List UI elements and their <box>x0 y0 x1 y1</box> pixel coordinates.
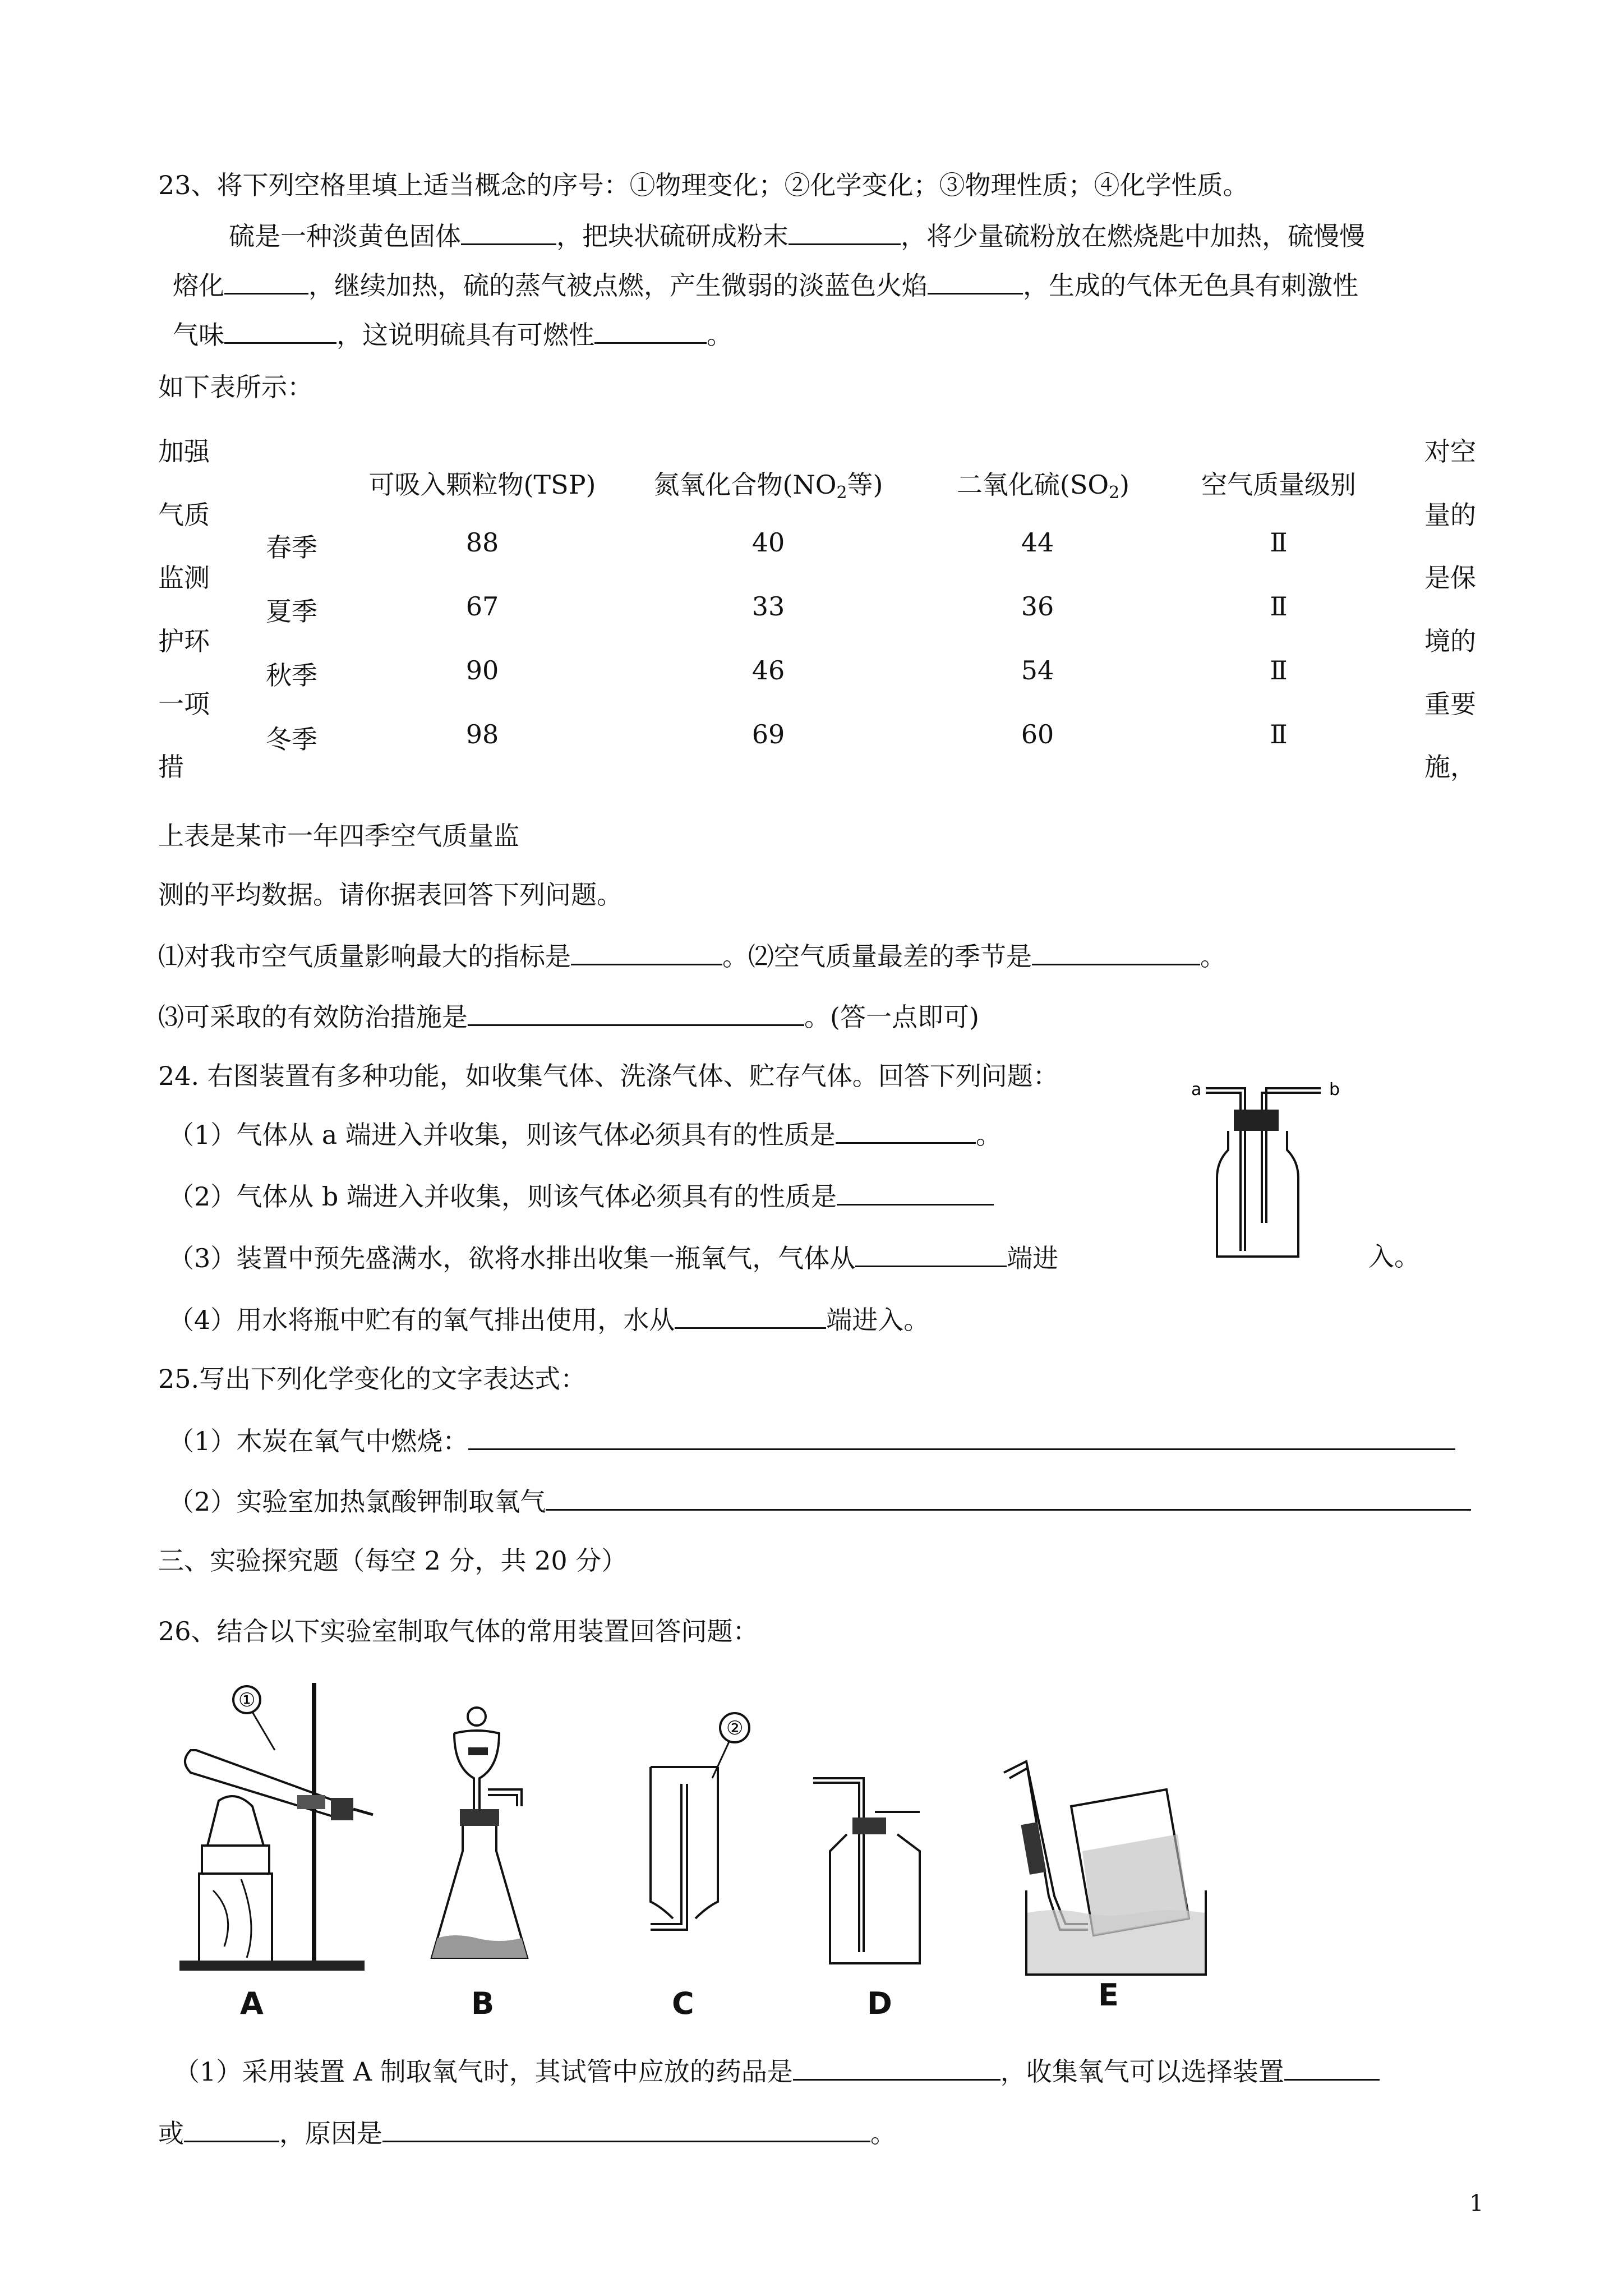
apparatus-c-figure <box>639 1705 763 1986</box>
q26-part1-line2: 或 ，原因是 。 <box>158 2115 896 2150</box>
q26-part1-line1: （1）采用装置 A 制取氧气时，其试管中应放的药品是 ，收集氧气可以选择装置 <box>174 2053 1380 2088</box>
apparatus-label-b: B <box>471 1986 495 2021</box>
table-question-3: ⑶可采取的有效防治措施是 。(答一点即可) <box>158 999 979 1034</box>
q24-title: 24. 右图装置有多种功能，如收集气体、洗涤气体、贮存气体。回答下列问题： <box>158 1061 1059 1091</box>
q25-title: 25.写出下列化学变化的文字表达式： <box>158 1364 587 1394</box>
apparatus-b-figure <box>426 1694 606 1986</box>
table-after-2: 测的平均数据。请你据表回答下列问题。 <box>158 880 623 910</box>
apparatus-label-c: C <box>672 1986 694 2021</box>
apparatus-label-a: A <box>240 1986 264 2021</box>
q23-line3: 气味 ，这说明硫具有可燃性 。 <box>173 316 732 352</box>
q24-part3-end: 入。 <box>1368 1241 1420 1272</box>
label-a: a <box>1191 1080 1202 1099</box>
apparatus-d-figure <box>808 1767 942 1980</box>
table-after-1: 上表是某市一年四季空气质量监 <box>158 821 519 851</box>
q24-part3: （3）装置中预先盛满水，欲将水排出收集一瓶氧气，气体从 端进 <box>168 1240 1058 1275</box>
header-tsp: 可吸入颗粒物(TSP) <box>368 470 596 500</box>
section-3-heading: 三、实验探究题（每空 2 分，共 20 分） <box>158 1545 628 1576</box>
table-intro: 如下表所示： <box>158 372 313 402</box>
apparatus-a-figure <box>168 1677 404 1991</box>
header-no2: 氮氧化合物($NO_2$等) <box>653 470 883 503</box>
q26-title: 26、结合以下实验室制取气体的常用装置回答问题： <box>158 1616 759 1646</box>
mark-2: ② <box>726 1717 744 1740</box>
apparatus-label-d: D <box>867 1986 892 2021</box>
header-level: 空气质量级别 <box>1201 470 1356 500</box>
q23-title: 23、将下列空格里填上适当概念的序号：①物理变化；②化学变化；③物理性质；④化学性质。 <box>158 170 1249 200</box>
mark-1: ① <box>238 1689 256 1711</box>
q25-part2: （2）实验室加热氯酸钾制取氧气 <box>168 1483 1471 1519</box>
q23-line2: 熔化 ，继续加热，硫的蒸气被点燃，产生微弱的淡蓝色火焰 ，生成的气体无色具有刺激性 <box>173 267 1358 302</box>
label-b: b <box>1329 1080 1340 1099</box>
apparatus-label-e: E <box>1098 1977 1119 2013</box>
header-so2: 二氧化硫$(SO_2)$ <box>956 470 1130 503</box>
q24-part4: （4）用水将瓶中贮有的氧气排出使用，水从 端进入。 <box>168 1301 929 1337</box>
q24-part1: （1）气体从 a 端进入并收集，则该气体必须具有的性质是 。 <box>168 1116 1002 1152</box>
q23-line1: 硫是一种淡黄色固体 ，把块状硫研成粉末 ，将少量硫粉放在燃烧匙中加热，硫慢慢 <box>229 218 1365 253</box>
q24-part2: （2）气体从 b 端进入并收集，则该气体必须具有的性质是 <box>168 1178 994 1213</box>
q25-part1: （1）木炭在氧气中燃烧： <box>168 1423 1455 1458</box>
page-number: 1 <box>1469 2191 1484 2216</box>
apparatus-e-figure <box>993 1739 1228 1986</box>
table-question-1: ⑴对我市空气质量影响最大的指标是 。⑵空气质量最差的季节是 。 <box>158 938 1226 973</box>
gas-bottle-figure <box>1189 1066 1391 1268</box>
